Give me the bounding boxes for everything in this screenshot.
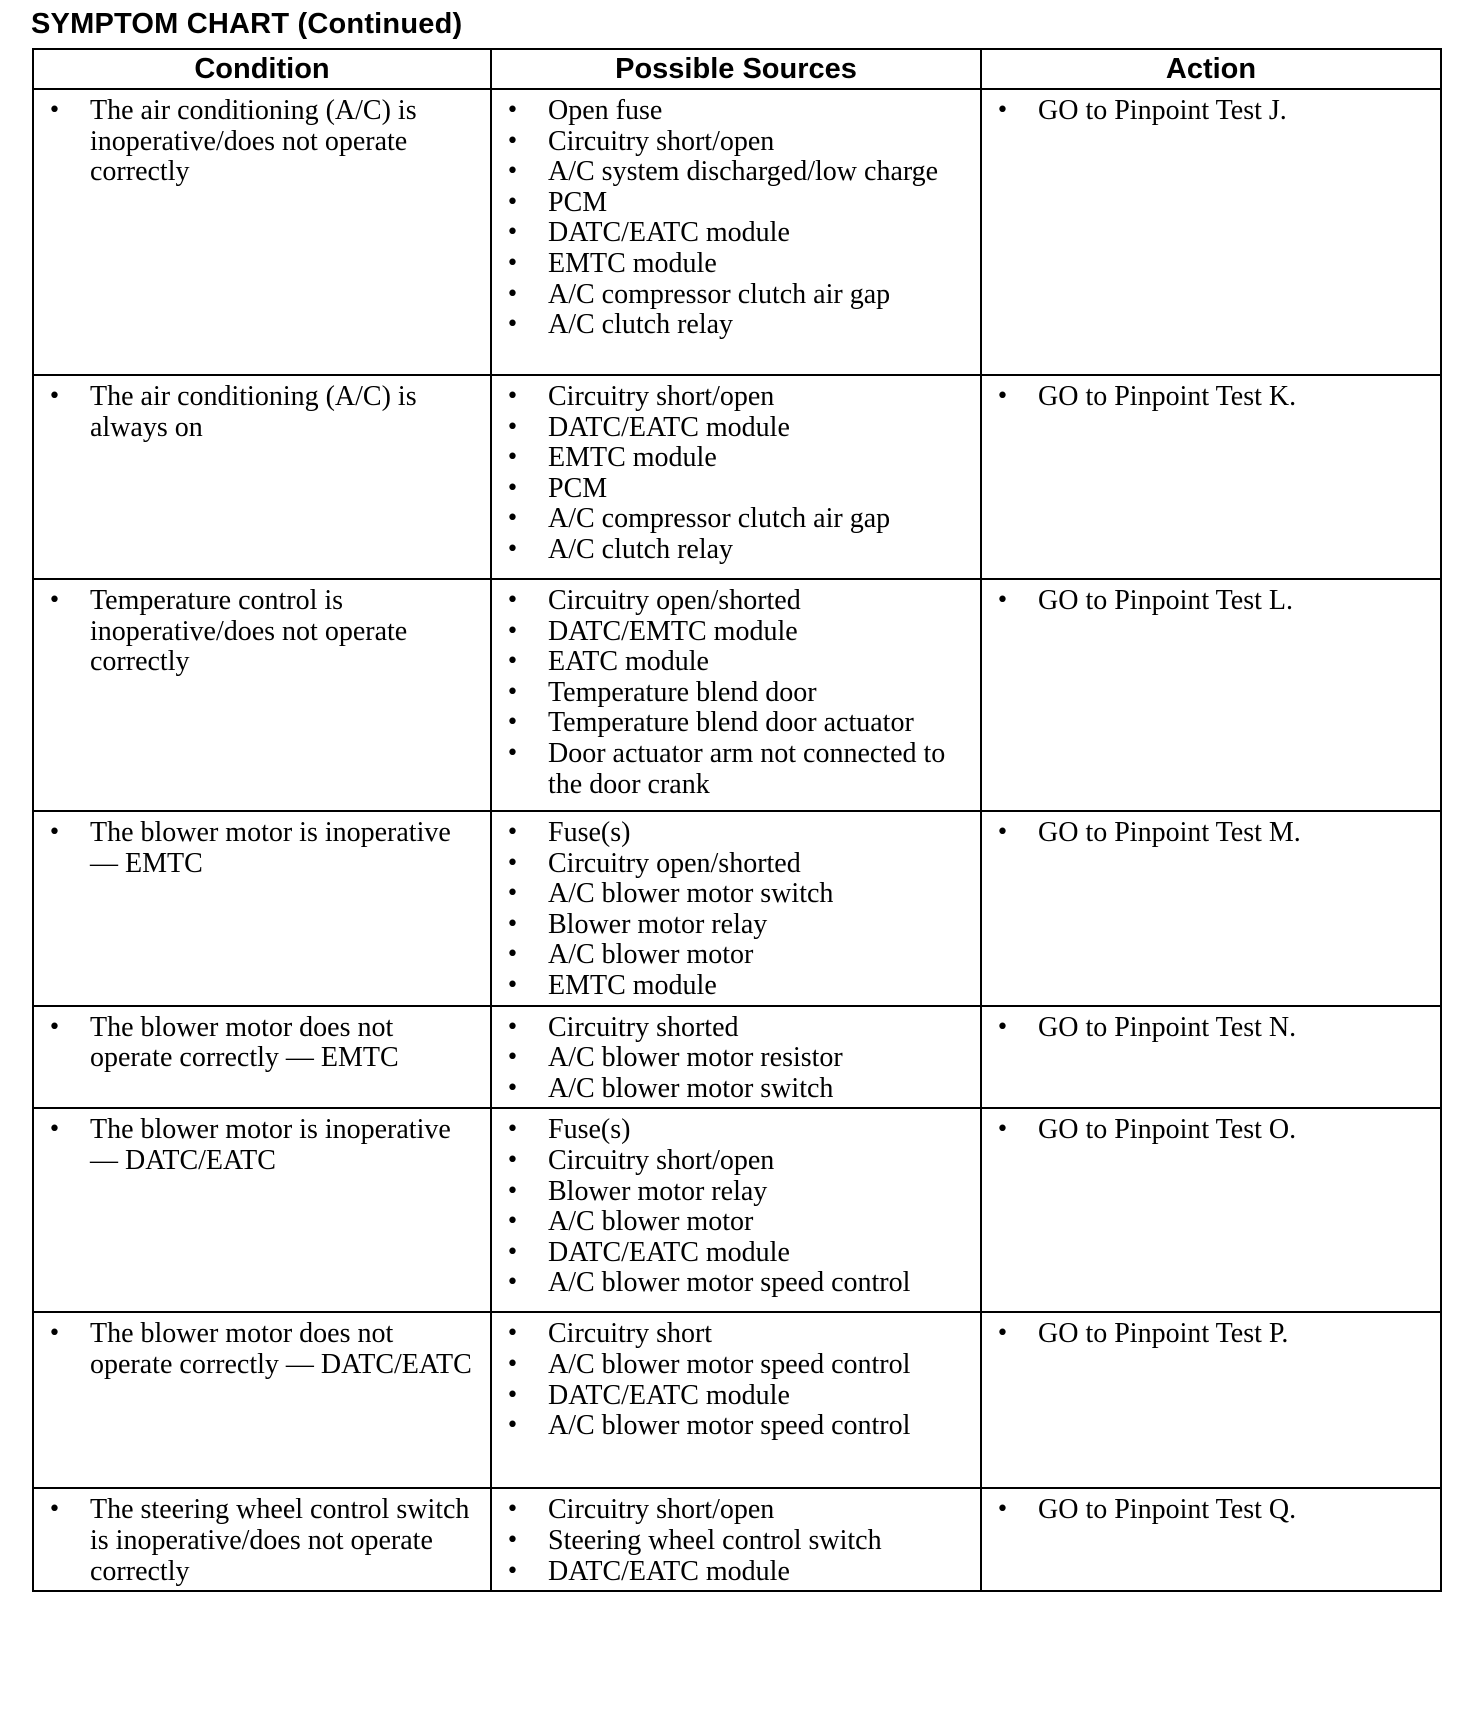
- bullet-list: [48, 1319, 480, 1380]
- possible-sources-cell: [491, 579, 981, 811]
- list-item: [996, 586, 1430, 617]
- list-item-text: GO to Pinpoint Test L.: [1038, 585, 1293, 616]
- list-item-text: A/C blower motor switch: [548, 878, 834, 910]
- list-item-text: A/C blower motor resistor: [548, 1042, 843, 1074]
- bullet-list: [506, 382, 970, 566]
- table-row: [33, 1488, 1441, 1591]
- list-item: [506, 1557, 970, 1588]
- list-item-text: EATC module: [548, 646, 709, 678]
- bullet-list: [506, 586, 970, 800]
- bullet-icon: •: [48, 588, 61, 613]
- table-row: [33, 1312, 1441, 1488]
- list-item-text: A/C blower motor speed control: [548, 1267, 911, 1299]
- list-item: [506, 1268, 970, 1299]
- list-item: [506, 310, 970, 341]
- list-item: [506, 879, 970, 910]
- bullet-list: [506, 1115, 970, 1299]
- list-item-text: Circuitry shorted: [548, 1011, 739, 1043]
- bullet-icon: •: [506, 281, 519, 307]
- list-item: [506, 535, 970, 566]
- list-item-text: Circuitry open/shorted: [548, 847, 801, 879]
- bullet-icon: •: [506, 414, 519, 440]
- list-item: [48, 1013, 480, 1074]
- list-item: [506, 157, 970, 188]
- bullet-icon: •: [506, 98, 519, 123]
- condition-cell: [33, 1488, 491, 1591]
- list-item-text: Blower motor relay: [548, 1175, 768, 1207]
- list-item-text: The blower motor is inoperative — EMTC: [90, 817, 451, 879]
- list-item-text: GO to Pinpoint Test O.: [1038, 1114, 1297, 1146]
- bullet-icon: •: [996, 98, 1009, 123]
- list-item: [48, 818, 480, 879]
- bullet-icon: •: [506, 1239, 519, 1265]
- list-item-text: GO to Pinpoint Test M.: [1038, 817, 1301, 848]
- list-item-text: Temperature blend door actuator: [548, 707, 914, 739]
- list-item: [996, 1319, 1430, 1350]
- list-item: [48, 1319, 480, 1380]
- list-item: [48, 586, 480, 678]
- bullet-icon: •: [506, 1147, 519, 1173]
- list-item-text: Fuse(s): [548, 817, 631, 848]
- list-item-text: GO to Pinpoint Test K.: [1038, 381, 1297, 412]
- list-item: [506, 849, 970, 880]
- list-item-text: A/C blower motor speed control: [548, 1348, 911, 1380]
- list-item: [506, 1043, 970, 1074]
- list-item: [506, 413, 970, 444]
- bullet-icon: •: [506, 1382, 519, 1408]
- bullet-icon: •: [506, 710, 519, 736]
- condition-cell: [33, 1108, 491, 1312]
- list-item-text: The steering wheel control switch is inoperative/does not operate correctly: [90, 1494, 470, 1587]
- list-item-text: Steering wheel control switch: [548, 1524, 882, 1556]
- list-item-text: GO to Pinpoint Test J.: [1038, 95, 1287, 126]
- list-item: [48, 382, 480, 443]
- list-item-text: DATC/EMTC module: [548, 615, 798, 647]
- bullet-icon: •: [506, 220, 519, 246]
- list-item: [506, 382, 970, 413]
- bullet-icon: •: [996, 384, 1009, 409]
- bullet-icon: •: [996, 1497, 1009, 1523]
- list-item-text: Temperature control is inoperative/does not operate correctly: [90, 585, 408, 678]
- action-cell: [981, 579, 1441, 811]
- bullet-icon: •: [996, 1117, 1009, 1143]
- bullet-icon: •: [996, 588, 1009, 613]
- list-item-text: Circuitry open/shorted: [548, 585, 801, 616]
- bullet-icon: •: [506, 189, 519, 215]
- page-title: SYMPTOM CHART (Continued): [31, 8, 463, 40]
- possible-sources-cell: [491, 1006, 981, 1109]
- bullet-list: [48, 818, 480, 879]
- list-item: [506, 1495, 970, 1526]
- list-item-text: The air conditioning (A/C) is inoperative/does not operate correctly: [90, 95, 417, 188]
- list-item-text: A/C blower motor: [548, 939, 754, 971]
- list-item: [506, 1238, 970, 1269]
- action-cell: [981, 1108, 1441, 1312]
- column-header-possible-sources: Possible Sources: [491, 49, 981, 89]
- list-item: [506, 127, 970, 158]
- bullet-icon: •: [506, 942, 519, 968]
- bullet-list: [48, 382, 480, 443]
- list-item-text: Circuitry short/open: [548, 125, 775, 157]
- bullet-list: [506, 1319, 970, 1441]
- bullet-icon: •: [506, 312, 519, 338]
- bullet-icon: •: [506, 1413, 519, 1439]
- action-cell: [981, 375, 1441, 579]
- bullet-icon: •: [48, 98, 61, 123]
- list-item: [48, 1495, 480, 1587]
- bullet-list: [48, 1495, 480, 1587]
- bullet-icon: •: [506, 128, 519, 154]
- list-item: [506, 1319, 970, 1350]
- bullet-icon: •: [506, 445, 519, 471]
- table-row: [33, 579, 1441, 811]
- condition-cell: [33, 811, 491, 1006]
- list-item: [506, 218, 970, 249]
- header-row: [33, 49, 1441, 89]
- bullet-icon: •: [506, 1270, 519, 1296]
- bullet-list: [996, 586, 1430, 617]
- bullet-icon: •: [506, 881, 519, 907]
- possible-sources-cell: [491, 375, 981, 579]
- bullet-list: [48, 1013, 480, 1074]
- list-item: [506, 910, 970, 941]
- list-item: [506, 1526, 970, 1557]
- list-item-text: Blower motor relay: [548, 908, 768, 940]
- bullet-icon: •: [506, 159, 519, 185]
- bullet-icon: •: [506, 1321, 519, 1347]
- list-item: [506, 647, 970, 678]
- bullet-icon: •: [506, 820, 519, 845]
- list-item-text: DATC/EATC module: [548, 1555, 790, 1587]
- list-item: [506, 617, 970, 648]
- bullet-list: [48, 1115, 480, 1176]
- bullet-icon: •: [996, 820, 1009, 845]
- column-header-condition: Condition: [33, 49, 491, 89]
- condition-cell: [33, 579, 491, 811]
- list-item: [506, 818, 970, 849]
- bullet-list: [996, 818, 1430, 849]
- list-item-text: The blower motor is inoperative — DATC/EATC: [90, 1114, 451, 1176]
- symptom-chart-table: [32, 48, 1442, 1592]
- bullet-list: [996, 1495, 1430, 1526]
- bullet-icon: •: [506, 475, 519, 501]
- list-item: [996, 96, 1430, 127]
- list-item-text: DATC/EATC module: [548, 1379, 790, 1411]
- list-item-text: Open fuse: [548, 95, 663, 126]
- bullet-list: [48, 586, 480, 678]
- list-item-text: The air conditioning (A/C) is always on: [90, 381, 417, 443]
- bullet-icon: •: [996, 1321, 1009, 1347]
- list-item: [506, 1381, 970, 1412]
- list-item-text: PCM: [548, 186, 608, 218]
- list-item-text: A/C compressor clutch air gap: [548, 503, 891, 535]
- bullet-icon: •: [506, 1178, 519, 1204]
- list-item: [996, 818, 1430, 849]
- bullet-icon: •: [506, 972, 519, 998]
- bullet-icon: •: [506, 384, 519, 409]
- bullet-list: [996, 96, 1430, 127]
- table-row: [33, 89, 1441, 375]
- possible-sources-cell: [491, 1488, 981, 1591]
- bullet-list: [506, 1495, 970, 1587]
- bullet-list: [48, 96, 480, 188]
- bullet-icon: •: [48, 820, 61, 845]
- list-item: [506, 940, 970, 971]
- list-item-text: DATC/EATC module: [548, 217, 790, 249]
- list-item: [506, 474, 970, 505]
- list-item: [506, 1177, 970, 1208]
- list-item-text: Circuitry short: [548, 1318, 713, 1350]
- list-item-text: GO to Pinpoint Test P.: [1038, 1318, 1289, 1350]
- bullet-list: [996, 382, 1430, 413]
- list-item: [506, 188, 970, 219]
- bullet-icon: •: [996, 1014, 1009, 1040]
- list-item-text: Circuitry short/open: [548, 1144, 775, 1176]
- chart-body: [33, 89, 1441, 1591]
- list-item-text: The blower motor does not operate correctly — EMTC: [90, 1011, 399, 1074]
- list-item-text: A/C blower motor: [548, 1206, 754, 1238]
- list-item: [506, 1146, 970, 1177]
- table-row: [33, 1108, 1441, 1312]
- list-item: [506, 1411, 970, 1442]
- bullet-icon: •: [48, 1321, 61, 1347]
- bullet-list: [996, 1013, 1430, 1044]
- list-item-text: A/C system discharged/low charge: [548, 156, 939, 188]
- list-item: [48, 1115, 480, 1176]
- list-item: [506, 249, 970, 280]
- bullet-icon: •: [506, 1209, 519, 1235]
- list-item: [506, 1350, 970, 1381]
- list-item-text: PCM: [548, 472, 608, 504]
- bullet-list: [996, 1115, 1430, 1146]
- list-item: [506, 971, 970, 1002]
- list-item: [506, 443, 970, 474]
- column-header-action: Action: [981, 49, 1441, 89]
- list-item: [996, 1115, 1430, 1146]
- bullet-icon: •: [506, 618, 519, 644]
- bullet-icon: •: [48, 1497, 61, 1523]
- bullet-icon: •: [506, 1014, 519, 1040]
- possible-sources-cell: [491, 1312, 981, 1488]
- bullet-icon: •: [48, 1014, 61, 1040]
- bullet-icon: •: [506, 1497, 519, 1523]
- bullet-list: [506, 818, 970, 1002]
- list-item-text: A/C clutch relay: [548, 309, 734, 341]
- list-item-text: Circuitry short/open: [548, 1494, 775, 1526]
- list-item: [506, 504, 970, 535]
- list-item: [506, 678, 970, 709]
- bullet-icon: •: [506, 1117, 519, 1143]
- table-row: [33, 1006, 1441, 1109]
- bullet-icon: •: [506, 588, 519, 613]
- list-item-text: A/C blower motor switch: [548, 1072, 834, 1104]
- bullet-icon: •: [506, 1527, 519, 1553]
- list-item: [996, 1495, 1430, 1526]
- bullet-icon: •: [48, 384, 61, 409]
- bullet-list: [506, 1013, 970, 1105]
- condition-cell: [33, 375, 491, 579]
- condition-cell: [33, 1006, 491, 1109]
- action-cell: [981, 89, 1441, 375]
- list-item: [506, 96, 970, 127]
- condition-cell: [33, 1312, 491, 1488]
- list-item-text: Temperature blend door: [548, 676, 817, 708]
- list-item-text: A/C clutch relay: [548, 533, 734, 565]
- list-item-text: Circuitry short/open: [548, 381, 775, 412]
- list-item: [506, 739, 970, 800]
- bullet-icon: •: [506, 1351, 519, 1377]
- list-item: [48, 96, 480, 188]
- list-item-text: DATC/EATC module: [548, 1236, 790, 1268]
- bullet-icon: •: [506, 250, 519, 276]
- bullet-icon: •: [506, 679, 519, 705]
- bullet-list: [996, 1319, 1430, 1350]
- list-item-text: EMTC module: [548, 442, 717, 474]
- possible-sources-cell: [491, 1108, 981, 1312]
- list-item-text: A/C compressor clutch air gap: [548, 278, 891, 310]
- condition-cell: [33, 89, 491, 375]
- action-cell: [981, 1006, 1441, 1109]
- possible-sources-cell: [491, 89, 981, 375]
- bullet-list: [506, 96, 970, 341]
- list-item: [506, 1074, 970, 1105]
- list-item-text: A/C blower motor speed control: [548, 1410, 911, 1442]
- action-cell: [981, 1312, 1441, 1488]
- list-item-text: DATC/EATC module: [548, 411, 790, 443]
- table-row: [33, 375, 1441, 579]
- possible-sources-cell: [491, 811, 981, 1006]
- list-item-text: Fuse(s): [548, 1114, 631, 1146]
- list-item-text: GO to Pinpoint Test N.: [1038, 1011, 1297, 1043]
- bullet-icon: •: [48, 1117, 61, 1143]
- table-row: [33, 811, 1441, 1006]
- list-item-text: The blower motor does not operate correctly — DATC/EATC: [90, 1318, 472, 1380]
- list-item: [506, 1115, 970, 1146]
- action-cell: [981, 1488, 1441, 1591]
- list-item: [506, 586, 970, 617]
- list-item-text: GO to Pinpoint Test Q.: [1038, 1494, 1297, 1526]
- bullet-icon: •: [506, 1045, 519, 1071]
- bullet-icon: •: [506, 536, 519, 562]
- list-item: [996, 382, 1430, 413]
- list-item: [506, 708, 970, 739]
- list-item: [506, 1013, 970, 1044]
- action-cell: [981, 811, 1441, 1006]
- bullet-icon: •: [506, 850, 519, 876]
- list-item-text: EMTC module: [548, 969, 717, 1001]
- list-item-text: Door actuator arm not connected to the door crank: [548, 737, 946, 800]
- bullet-icon: •: [506, 1558, 519, 1584]
- list-item: [506, 280, 970, 311]
- bullet-icon: •: [506, 506, 519, 532]
- bullet-icon: •: [506, 911, 519, 937]
- list-item: [996, 1013, 1430, 1044]
- list-item: [506, 1207, 970, 1238]
- list-item-text: EMTC module: [548, 247, 717, 279]
- bullet-icon: •: [506, 1075, 519, 1101]
- bullet-icon: •: [506, 740, 519, 766]
- bullet-icon: •: [506, 649, 519, 675]
